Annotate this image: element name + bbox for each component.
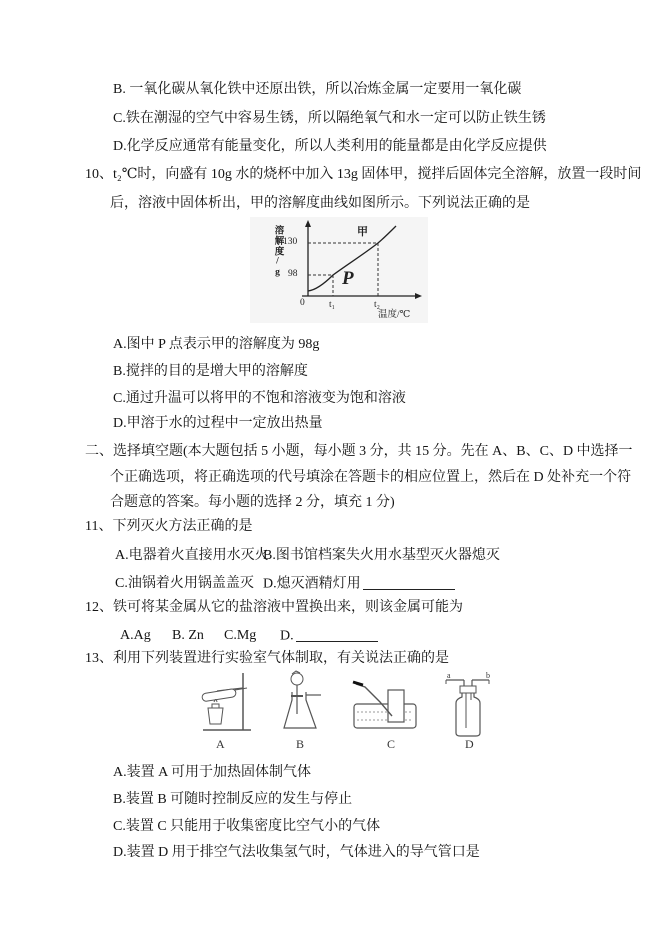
q11-stem-text: 下列灭火方法正确的是 <box>112 519 253 534</box>
chart-y-axis-label: 溶解度/g <box>272 225 283 279</box>
apparatus-c-label: C <box>387 737 396 751</box>
chart-x-axis-label: 温度/℃ <box>378 310 411 320</box>
chart-xtick-t1: t₁ <box>329 300 335 310</box>
solubility-chart <box>250 217 428 323</box>
q13-option-b: B.装置 B 可随时控制反应的发生与停止 <box>113 792 353 807</box>
q11-stem <box>85 519 252 535</box>
q13-stem-text: 利用下列装置进行实验室气体制取，有关说法正确的是 <box>113 651 449 666</box>
q12-number: 12、 <box>85 600 113 615</box>
q13-stem <box>85 651 449 667</box>
q12-stem <box>85 600 463 616</box>
q10-stem-text1: t₂℃时，向盛有 10g 水的烧杯中加入 13g 固体甲，搅拌后固体完全溶解，放置一段时间 <box>113 167 642 182</box>
chart-ytick-130: 130 <box>283 237 298 247</box>
q12-option-d-text: D. <box>280 628 294 644</box>
section2-header-line2: 个正确选项，将正确选项的代号填涂在答题卡的相应位置上，然后在 D 处补充一个符 <box>110 470 632 485</box>
chart-ytick-98: 98 <box>288 269 298 279</box>
apparatus-d-figure <box>443 670 491 745</box>
q12-stem-text: 铁可将某金属从它的盐溶液中置换出来，则该金属可能为 <box>113 600 463 615</box>
q12-option-c: C.Mg <box>224 628 257 643</box>
chart-xtick-t2: t₂ <box>374 300 380 310</box>
q10-option-c: C.通过升温可以将甲的不饱和溶液变为饱和溶液 <box>113 391 406 406</box>
q9-option-c: C.铁在潮湿的空气中容易生锈，所以隔绝氧气和水一定可以防止铁生锈 <box>113 111 546 126</box>
section2-header-line1: 二、选择填空题(本大题包括 5 小题，每小题 3 分，共 15 分。先在 A、B、C、D 中选择一 <box>85 444 633 459</box>
q10-option-b: B.搅拌的目的是增大甲的溶解度 <box>113 364 308 379</box>
chart-point-p-label: P <box>342 268 354 289</box>
q12-option-b: B. Zn <box>172 628 204 643</box>
q12-option-a: A.Ag <box>120 628 151 643</box>
chart-series-label: 甲 <box>357 226 368 238</box>
q9-option-d: D.化学反应通常有能量变化，所以人类利用的能量都是由化学反应提供 <box>113 139 547 154</box>
q13-number: 13、 <box>85 651 113 666</box>
apparatus-d-label: D <box>465 737 474 751</box>
q13-option-d: D.装置 D 用于排空气法收集氢气时，气体进入的导气管口是 <box>113 845 480 860</box>
q11-option-d <box>263 576 455 592</box>
q11-option-a: A.电器着火直接用水灭火 <box>115 548 269 563</box>
q10-option-d: D.甲溶于水的过程中一定放出热量 <box>113 416 323 431</box>
q11-number: 11、 <box>85 519 113 534</box>
section2-header-line3: 合题意的答案。每小题的选择 2 分，填充 1 分) <box>110 495 395 510</box>
chart-origin: 0 <box>300 298 305 308</box>
q11-option-c: C.油锅着火用锅盖盖灭 <box>115 576 254 591</box>
q10-option-a: A.图中 P 点表示甲的溶解度为 98g <box>113 337 320 352</box>
q10-stem-line1 <box>85 167 641 183</box>
q12-option-d <box>280 628 378 644</box>
q11-answer-blank <box>363 576 455 590</box>
apparatus-b-figure <box>277 670 322 739</box>
apparatus-a-label: A <box>216 737 225 751</box>
apparatus-d-port-b-label: b <box>486 671 490 680</box>
q9-option-b: B. 一氧化碳从氧化铁中还原出铁，所以冶炼金属一定要用一氧化碳 <box>113 82 522 97</box>
q13-option-a: A.装置 A 可用于加热固体制气体 <box>113 765 311 780</box>
q12-answer-blank <box>296 628 378 642</box>
q11-option-b: B.图书馆档案失火用水基型灭火器熄灭 <box>263 548 500 563</box>
apparatus-a-figure <box>195 668 255 741</box>
q10-number: 10、 <box>85 167 113 182</box>
q13-option-c: C.装置 C 只能用于收集密度比空气小的气体 <box>113 819 381 834</box>
q10-stem-line2: 后，溶液中固体析出，甲的溶解度曲线如图所示。下列说法正确的是 <box>110 196 530 211</box>
apparatus-c-figure <box>350 678 420 738</box>
apparatus-d-port-a-label: a <box>447 671 451 680</box>
apparatus-b-label: B <box>296 737 305 751</box>
q11-option-d-text: D.熄灭酒精灯用 <box>263 576 361 592</box>
